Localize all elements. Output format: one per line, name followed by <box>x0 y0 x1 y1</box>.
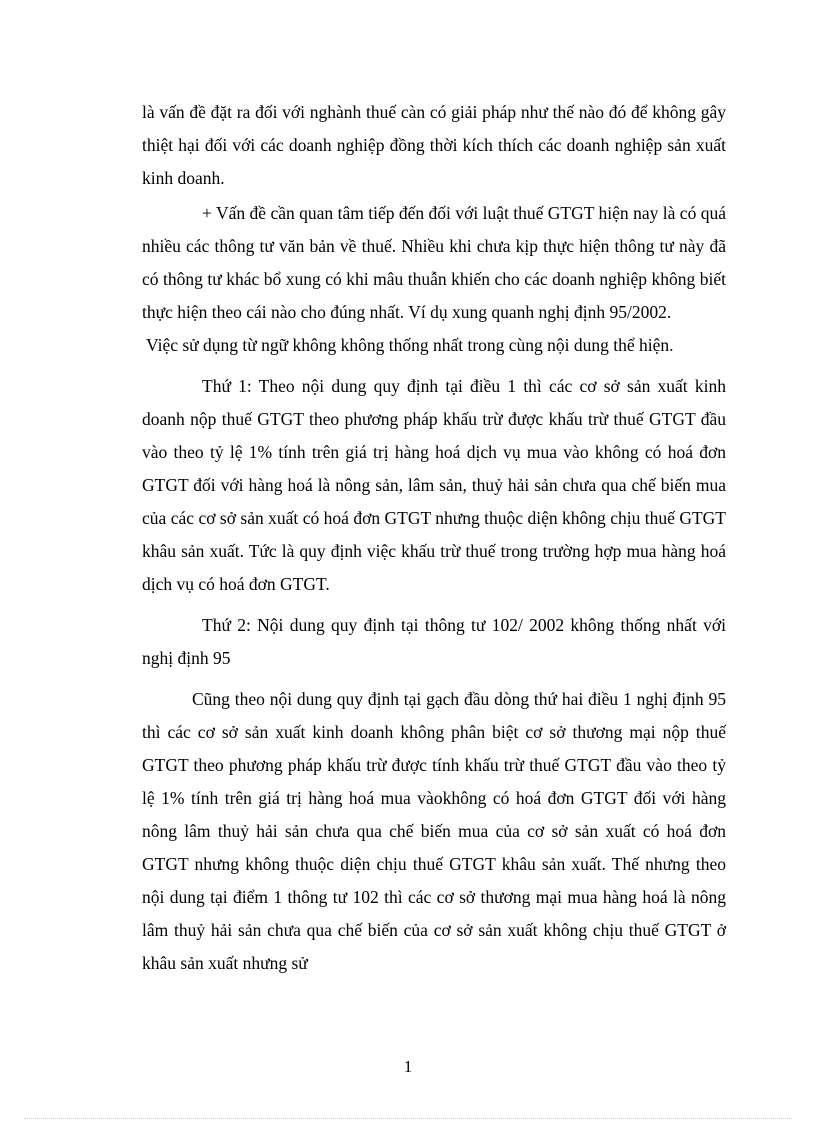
page-bottom-divider <box>24 1118 792 1119</box>
page-number: 1 <box>403 1057 413 1076</box>
body-text <box>142 96 726 980</box>
paragraph-6: Cũng theo nội dung quy định tại gạch đầu dòng thứ hai điều 1 nghị định 95 thì các cơ sở sản xuất kinh doanh không phân biệt cơ sở thương mại nộp thuế GTGT theo phương pháp khấu trừ được tính khấu trừ thuế GTGT đầu vào theo tỷ lệ 1% tính trên giá trị hàng hoá mua vàokhông có hoá đơn GTGT đối với hàng nông lâm thuỷ hải sản chưa qua chế biến mua của cơ sở sản xuất có hoá đơn GTGT nhưng không thuộc diện chịu thuế GTGT khâu sản xuất. Thế nhưng theo nội dung tại điểm 1 thông tư 102 thì các cơ sở thương mại mua hàng hoá là nông lâm thuỷ hải sản chưa qua chế biến của cơ sở sản xuất không chịu thuế GTGT ở khâu sản xuất nhưng sử <box>142 689 726 973</box>
paragraph-5: Thứ 2: Nội dung quy định tại thông tư 102/ 2002 không thống nhất với nghị định 95 <box>142 615 726 668</box>
paragraph-1: là vấn đề đặt ra đối với nghành thuế càn có giải pháp như thế nào đó để không gây thiệt hại đối với các doanh nghiệp đồng thời kích thích các doanh nghiệp sản xuất kinh doanh. <box>142 102 726 188</box>
paragraph-3: Việc sử dụng từ ngữ không không thống nhất trong cùng nội dung thể hiện. <box>146 335 674 355</box>
paragraph-4: Thứ 1: Theo nội dung quy định tại điều 1 thì các cơ sở sản xuất kinh doanh nộp thuế GTGT theo phương pháp khấu trừ được khấu trừ thuế GTGT đầu vào theo tỷ lệ 1% tính trên giá trị hàng hoá dịch vụ mua vào không có hoá đơn GTGT đối với hàng hoá là nông sản, lâm sản, thuỷ hải sản chưa qua chế biến mua của các cơ sở sản xuất có hoá đơn GTGT nhưng thuộc diện không chịu thuế GTGT khâu sản xuất. Tức là quy định việc khấu trừ thuế trong trường hợp mua hàng hoá dịch vụ có hoá đơn GTGT. <box>142 376 726 594</box>
paragraph-2: + Vấn đề cần quan tâm tiếp đến đối với luật thuế GTGT hiện nay là có quá nhiều các thông tư văn bản về thuế. Nhiều khi chưa kịp thực hiện thông tư này đã có thông tư khác bổ xung có khi mâu thuẫn khiến cho các doanh nghiệp không biết thực hiện theo cái nào cho đúng nhất. Ví dụ xung quanh nghị định 95/2002. <box>142 203 726 322</box>
